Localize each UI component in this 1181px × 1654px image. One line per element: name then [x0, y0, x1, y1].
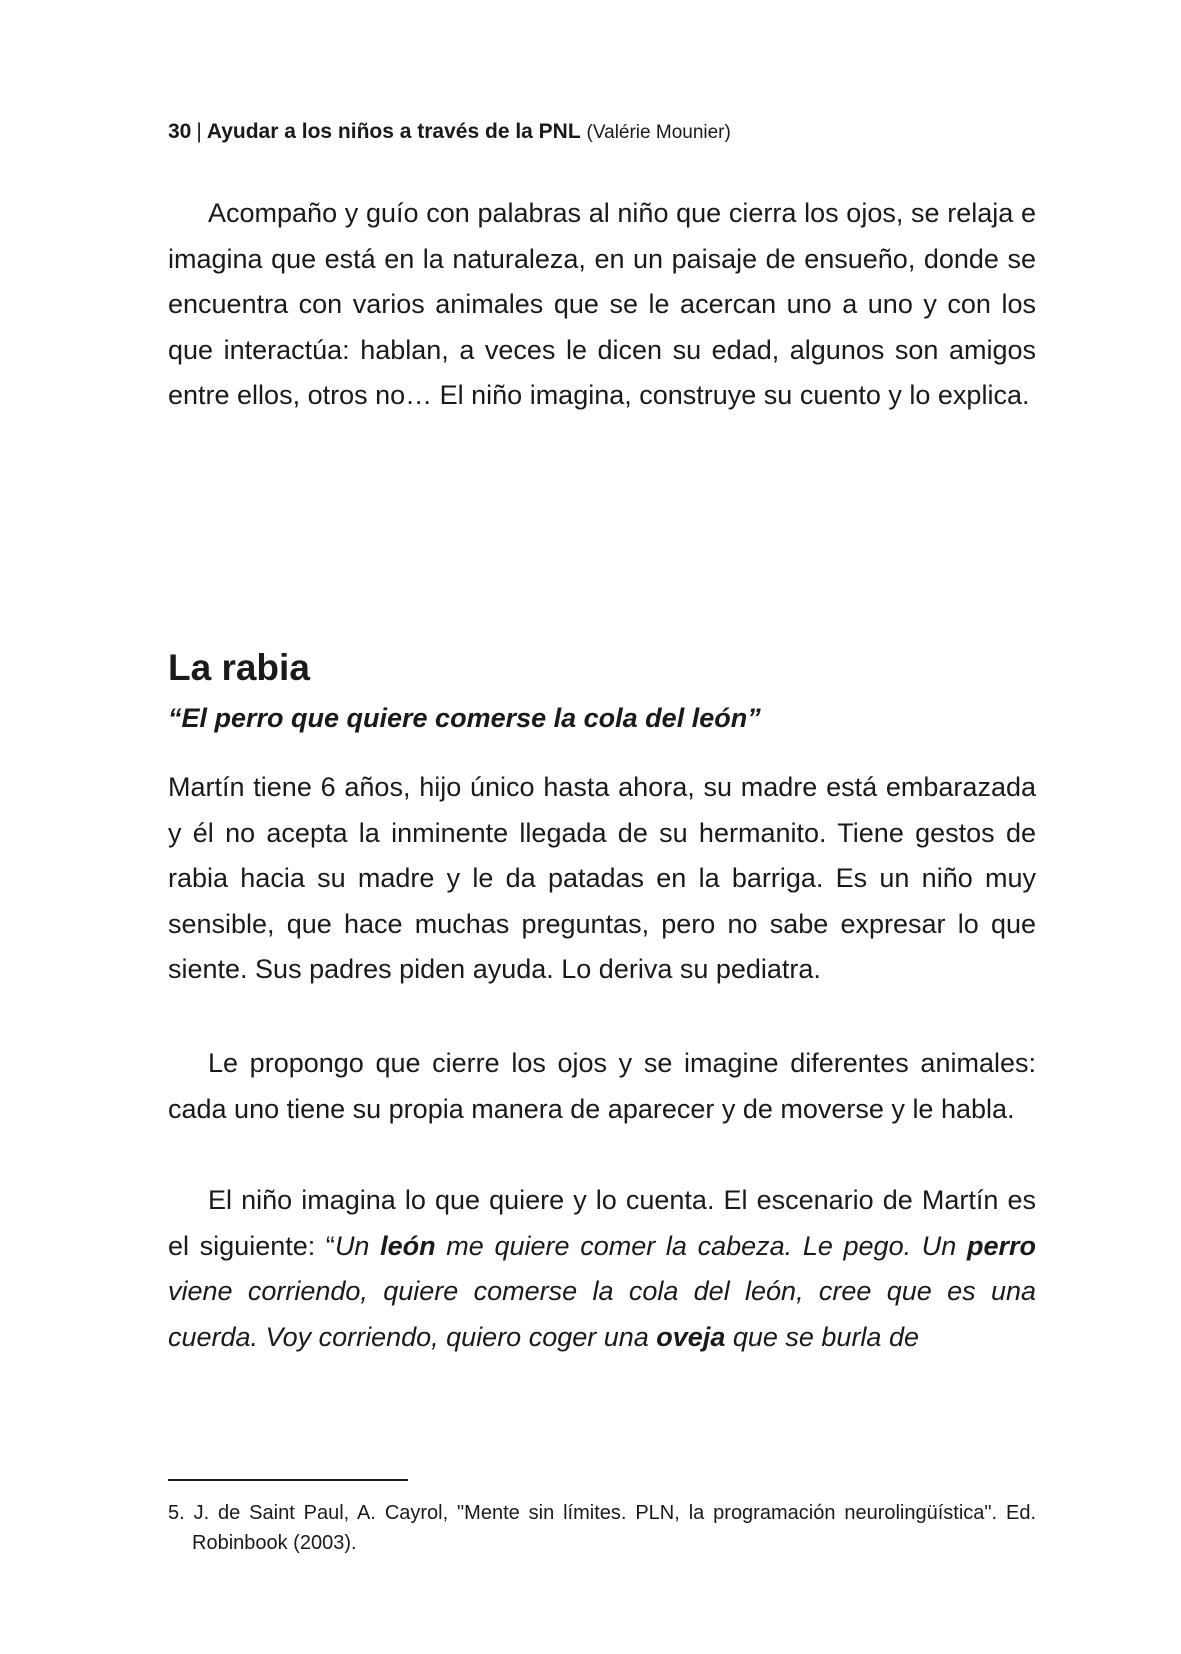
scenario-quote-start: Un [334, 1230, 381, 1261]
scenario-quote-part-3: viene corriendo, quiere comerse la cola del león, cree que es una cuerda. Voy corriendo, quiero coger una [168, 1276, 1036, 1352]
section-title: La rabia [168, 647, 310, 688]
scenario-quote-part-2: me quiere comer la cabeza. Le pego. Un [435, 1230, 967, 1261]
scenario-quote-part-4: que se burla de [725, 1321, 919, 1352]
scenario-animal-sheep: oveja [656, 1321, 726, 1352]
footnote-5: 5. J. de Saint Paul, A. Cayrol, "Mente sin límites. PLN, la programación neurolingüística". Ed. Robinbook (2003). [168, 1502, 1036, 1554]
book-page [168, 0, 1036, 1654]
paragraph-scenario [168, 1178, 1036, 1360]
footnote-divider [168, 1479, 408, 1481]
book-author: (Valérie Mounier) [586, 122, 731, 143]
scenario-animal-lion: león [380, 1230, 436, 1261]
running-head [168, 118, 731, 147]
book-title: Ayudar a los niños a través de la PNL [206, 120, 581, 143]
scenario-text-intro: El niño imagina lo que quiere y lo cuenta. El escenario de Martín es el siguiente: “ [168, 1185, 1036, 1261]
paragraph-exercise: Le propongo que cierre los ojos y se imagine diferentes animales: cada uno tiene su propia manera de aparecer y de moverse y le habla. [168, 1048, 1036, 1124]
paragraph-intro: Acompaño y guío con palabras al niño que cierra los ojos, se relaja e imagina que está en la naturaleza, en un paisaje de ensueño, donde se encuentra con varios animales que se le acercan uno a uno y con los que interactúa: hablan, a veces le dicen su edad, algunos son amigos entre ellos, otros no… El niño imagina, construye su cuento y lo explica. [168, 198, 1036, 410]
paragraph-case-description: Martín tiene 6 años, hijo único hasta ahora, su madre está embarazada y él no acepta la inminente llegada de su hermanito. Tiene gestos de rabia hacia su madre y le da patadas en la barriga. Es un niño muy sensible, que hace muchas preguntas, pero no sabe expresar lo que siente. Sus padres piden ayuda. Lo deriva su pediatra. [168, 772, 1036, 984]
page-number: 30 [168, 120, 192, 143]
section-subtitle: “El perro que quiere comerse la cola del león” [168, 703, 761, 733]
running-head-separator: | [196, 120, 202, 143]
scenario-animal-dog: perro [966, 1230, 1036, 1261]
